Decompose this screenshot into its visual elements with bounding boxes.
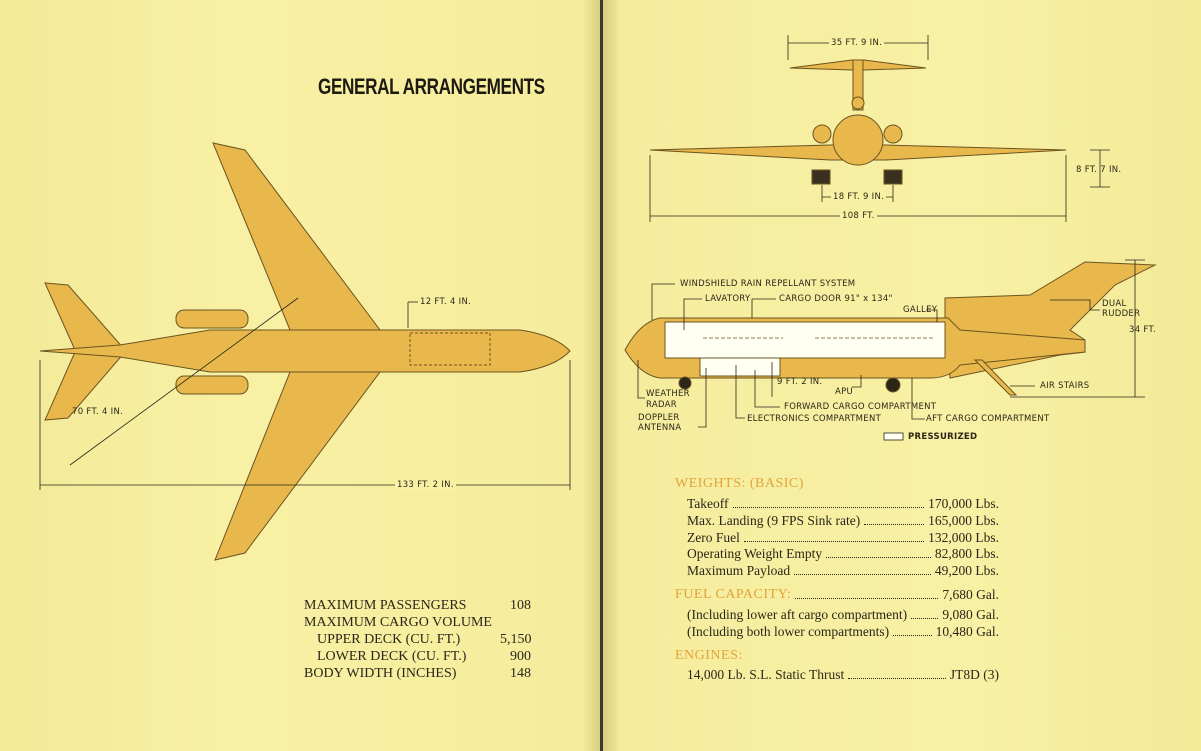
semi-span-label: 70 FT. 4 IN. <box>72 407 124 417</box>
row-value: 170,000 Lbs. <box>928 496 999 511</box>
row-value: 9,080 Gal. <box>942 607 999 622</box>
spec-label: MAXIMUM CARGO VOLUME <box>304 615 492 630</box>
weight-row <box>687 546 999 562</box>
cabin-height-label: 9 FT. 2 IN. <box>777 377 823 387</box>
spec-value: 148 <box>510 666 531 681</box>
fuselage-width-label: 12 FT. 4 IN. <box>420 297 472 307</box>
spec-value: 5,150 <box>500 632 532 647</box>
fuel-row <box>687 607 999 623</box>
row-label: Maximum Payload <box>687 563 791 578</box>
spec-label: BODY WIDTH (INCHES) <box>304 666 457 681</box>
engine-lower <box>176 376 248 394</box>
radar-label: RADAR <box>646 400 677 410</box>
engine-row <box>687 667 999 683</box>
rudder-label: RUDDER <box>1102 309 1141 319</box>
lavatory-label: LAVATORY <box>705 294 751 304</box>
weight-row <box>687 513 999 529</box>
row-value: 49,200 Lbs. <box>934 563 999 578</box>
engines-heading: ENGINES: <box>675 648 743 663</box>
row-label: Zero Fuel <box>687 530 740 545</box>
height-label: 8 FT. 7 IN. <box>1076 165 1122 175</box>
row-label: 14,000 Lb. S.L. Static Thrust <box>687 667 845 682</box>
gear-track-label: 18 FT. 9 IN. <box>833 192 885 202</box>
fuel-row <box>687 624 999 640</box>
fuel-heading: FUEL CAPACITY: <box>675 587 792 602</box>
weight-row <box>687 563 999 579</box>
aft-cargo-label: AFT CARGO COMPARTMENT <box>926 414 1050 424</box>
row-value: 82,800 Lbs. <box>934 546 999 561</box>
air-stairs-label: AIR STAIRS <box>1040 381 1090 391</box>
row-value: JT8D (3) <box>949 667 999 682</box>
row-label: (Including lower aft cargo compartment) <box>687 607 908 622</box>
forward-cargo-label: FORWARD CARGO COMPARTMENT <box>784 402 937 412</box>
antenna-label: ANTENNA <box>638 423 682 433</box>
weights-heading: WEIGHTS: (BASIC) <box>675 476 804 491</box>
engine-upper <box>176 310 248 328</box>
spec-value: 108 <box>510 598 531 613</box>
spec-label: UPPER DECK (CU. FT.) <box>317 632 461 647</box>
weather-label: WEATHER <box>646 389 690 399</box>
doppler-label: DOPPLER <box>638 413 680 423</box>
row-label: (Including both lower compartments) <box>687 624 890 639</box>
length-label: 133 FT. 2 IN. <box>397 480 454 490</box>
weight-row <box>687 496 999 512</box>
spec-label: LOWER DECK (CU. FT.) <box>317 649 467 664</box>
row-value: 132,000 Lbs. <box>928 530 999 545</box>
wing-span-label: 108 FT. <box>842 211 875 221</box>
row-label: Takeoff <box>687 496 729 511</box>
row-label: Operating Weight Empty <box>687 546 823 561</box>
tail-span-label: 35 FT. 9 IN. <box>831 38 883 48</box>
overall-height-label: 34 FT. <box>1129 325 1156 335</box>
weight-row <box>687 530 999 546</box>
page-title: GENERAL ARRANGEMENTS <box>318 74 545 99</box>
left-page <box>0 0 600 751</box>
cargo-door-label: CARGO DOOR 91" x 134" <box>779 294 893 304</box>
electronics-label: ELECTRONICS COMPARTMENT <box>747 414 882 424</box>
pressurized-legend: PRESSURIZED <box>908 432 978 442</box>
front-view <box>650 60 1066 184</box>
fuel-row <box>675 587 999 603</box>
row-label: Max. Landing (9 FPS Sink rate) <box>687 513 861 528</box>
apu-label: APU <box>835 387 854 397</box>
lower-wing <box>215 372 380 560</box>
upper-wing <box>213 143 380 330</box>
spec-label: MAXIMUM PASSENGERS <box>304 598 467 613</box>
row-value: 10,480 Gal. <box>935 624 999 639</box>
galley-label: GALLEY <box>903 305 938 315</box>
right-page <box>603 0 1201 751</box>
spec-value: 900 <box>510 649 531 664</box>
row-value: 7,680 Gal. <box>942 587 999 602</box>
horizontal-stabilizer-upper <box>45 283 125 350</box>
row-value: 165,000 Lbs. <box>928 513 999 528</box>
windshield-label: WINDSHIELD RAIN REPELLANT SYSTEM <box>680 279 856 289</box>
dual-label: DUAL <box>1102 299 1127 309</box>
